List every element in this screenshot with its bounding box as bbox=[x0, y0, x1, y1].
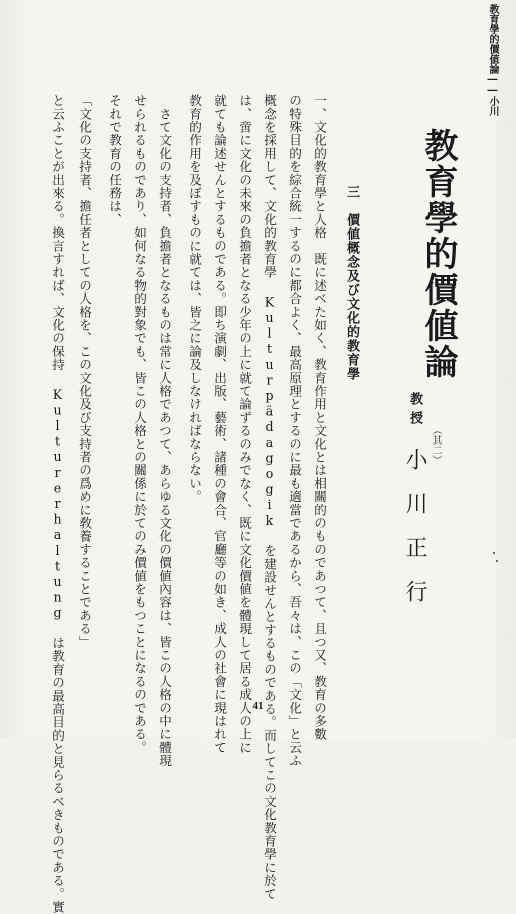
body-column: は、啻に文化の未來の負擔者となる少年の上に就て論ずるのみでなく、既に文化價値を體現して居る成人の上に bbox=[237, 94, 252, 754]
body-column: さて文化の支持者、負擔者となるものは常に人格であつて、あらゆる文化の價値內容は、皆この人格の中に體現 bbox=[157, 94, 172, 768]
running-header: 教育學的價値論――小川 bbox=[487, 4, 498, 116]
body-column: の特殊目的を綜合統一するのに都合よく、最高原理とするのに最も適當であるから、吾々は、この「文化」と云ふ bbox=[287, 94, 302, 768]
body-column: せられるものであり、如何なる物的對象でも、皆この人格との關係に於てのみ價値をもつことになるのである。 bbox=[132, 94, 147, 754]
body-column: 就ても論述せんとするものである。即ち演劇、出版、藝術、諸種の會合、官廳等の如き、成人の社會に現はれて bbox=[212, 94, 227, 754]
article-title: 教育學的價値論 bbox=[418, 128, 458, 380]
body-column: 教育的作用を及ぼすものに就ては、皆之に論及しなければならない。 bbox=[187, 94, 202, 504]
section-heading: 三 價値概念及び文化的教育學 bbox=[344, 185, 359, 381]
body-column: と云ふことが出來る。換言すれば、文化の保持 Kulturerhaltung は教育の最高目的と見らるべきものである。實 bbox=[50, 94, 65, 914]
print-speck bbox=[496, 560, 498, 562]
page-number: 41 bbox=[252, 700, 264, 712]
body-column: それで教育の任務は、 bbox=[107, 94, 122, 226]
body-column: 一、文化的教育學と人格 既に述べた如く、教育作用と文化とは相關的のものであつて、且つ又、教育の多數 bbox=[312, 94, 327, 741]
body-column: 「文化の支持者、擔任者としての人格を、この文化及び支持者の爲めに敎養することである」 bbox=[77, 94, 92, 649]
article-part-label: （其二） bbox=[430, 425, 441, 465]
author-rank: 教授 bbox=[407, 392, 422, 430]
author-name: 小川正行 bbox=[402, 448, 427, 624]
print-speck bbox=[493, 552, 495, 554]
body-column: 概念を採用して、文化的教育學 Kulturpädagogik を建設せんとするものである。而してこの文化教育學に於て bbox=[262, 94, 277, 901]
